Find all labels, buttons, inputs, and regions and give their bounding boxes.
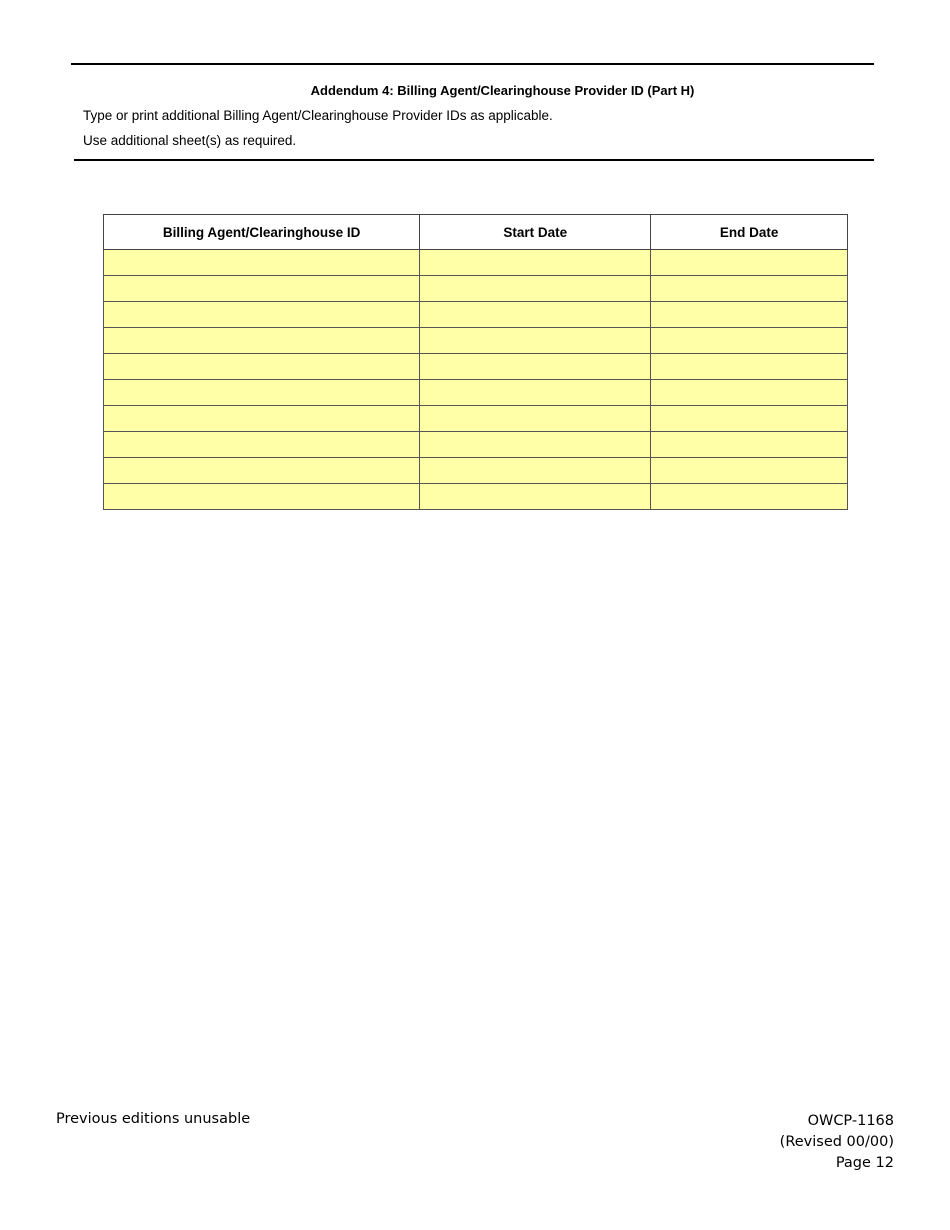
column-header-start-date: Start Date <box>420 215 651 250</box>
billing-agent-id-field[interactable] <box>104 380 420 406</box>
start-date-field[interactable] <box>420 354 651 380</box>
start-date-field[interactable] <box>420 380 651 406</box>
billing-agent-id-field[interactable] <box>104 328 420 354</box>
table-row <box>104 458 848 484</box>
start-date-field[interactable] <box>420 458 651 484</box>
start-date-field[interactable] <box>420 328 651 354</box>
start-date-field[interactable] <box>420 484 651 510</box>
billing-agent-id-field[interactable] <box>104 458 420 484</box>
end-date-field[interactable] <box>651 458 848 484</box>
footer-form-info <box>780 1111 894 1174</box>
table-row <box>104 302 848 328</box>
end-date-field[interactable] <box>651 484 848 510</box>
column-header-billing-agent-id: Billing Agent/Clearinghouse ID <box>104 215 420 250</box>
table-body <box>104 250 848 510</box>
table-row <box>104 432 848 458</box>
end-date-field[interactable] <box>651 250 848 276</box>
table-row <box>104 354 848 380</box>
start-date-field[interactable] <box>420 406 651 432</box>
start-date-field[interactable] <box>420 250 651 276</box>
billing-agent-id-field[interactable] <box>104 276 420 302</box>
end-date-field[interactable] <box>651 328 848 354</box>
start-date-field[interactable] <box>420 432 651 458</box>
billing-agent-id-field[interactable] <box>104 484 420 510</box>
table-row <box>104 406 848 432</box>
table-row <box>104 484 848 510</box>
page-title: Addendum 4: Billing Agent/Clearinghouse Provider ID (Part H) <box>310 83 695 98</box>
billing-agent-id-field[interactable] <box>104 302 420 328</box>
table-row <box>104 380 848 406</box>
top-divider <box>71 63 874 65</box>
end-date-field[interactable] <box>651 302 848 328</box>
start-date-field[interactable] <box>420 276 651 302</box>
bottom-divider <box>74 159 874 161</box>
table-row <box>104 250 848 276</box>
instruction-text-1: Type or print additional Billing Agent/Clearinghouse Provider IDs as applicable. <box>83 108 553 123</box>
footer-editions-note: Previous editions unusable <box>56 1111 251 1127</box>
table-row <box>104 328 848 354</box>
end-date-field[interactable] <box>651 432 848 458</box>
table-header-row <box>104 215 848 250</box>
column-header-end-date: End Date <box>651 215 848 250</box>
start-date-field[interactable] <box>420 302 651 328</box>
end-date-field[interactable] <box>651 276 848 302</box>
end-date-field[interactable] <box>651 406 848 432</box>
billing-agent-id-field[interactable] <box>104 406 420 432</box>
billing-agent-id-field[interactable] <box>104 432 420 458</box>
billing-agent-id-field[interactable] <box>104 250 420 276</box>
end-date-field[interactable] <box>651 380 848 406</box>
instruction-text-2: Use additional sheet(s) as required. <box>83 133 297 148</box>
form-revision: (Revised 00/00) <box>779 1134 894 1150</box>
table-row <box>104 276 848 302</box>
billing-agent-id-field[interactable] <box>104 354 420 380</box>
form-number: OWCP-1168 <box>807 1113 894 1129</box>
page-number: Page 12 <box>835 1155 894 1171</box>
billing-agent-id-table <box>103 214 848 510</box>
end-date-field[interactable] <box>651 354 848 380</box>
